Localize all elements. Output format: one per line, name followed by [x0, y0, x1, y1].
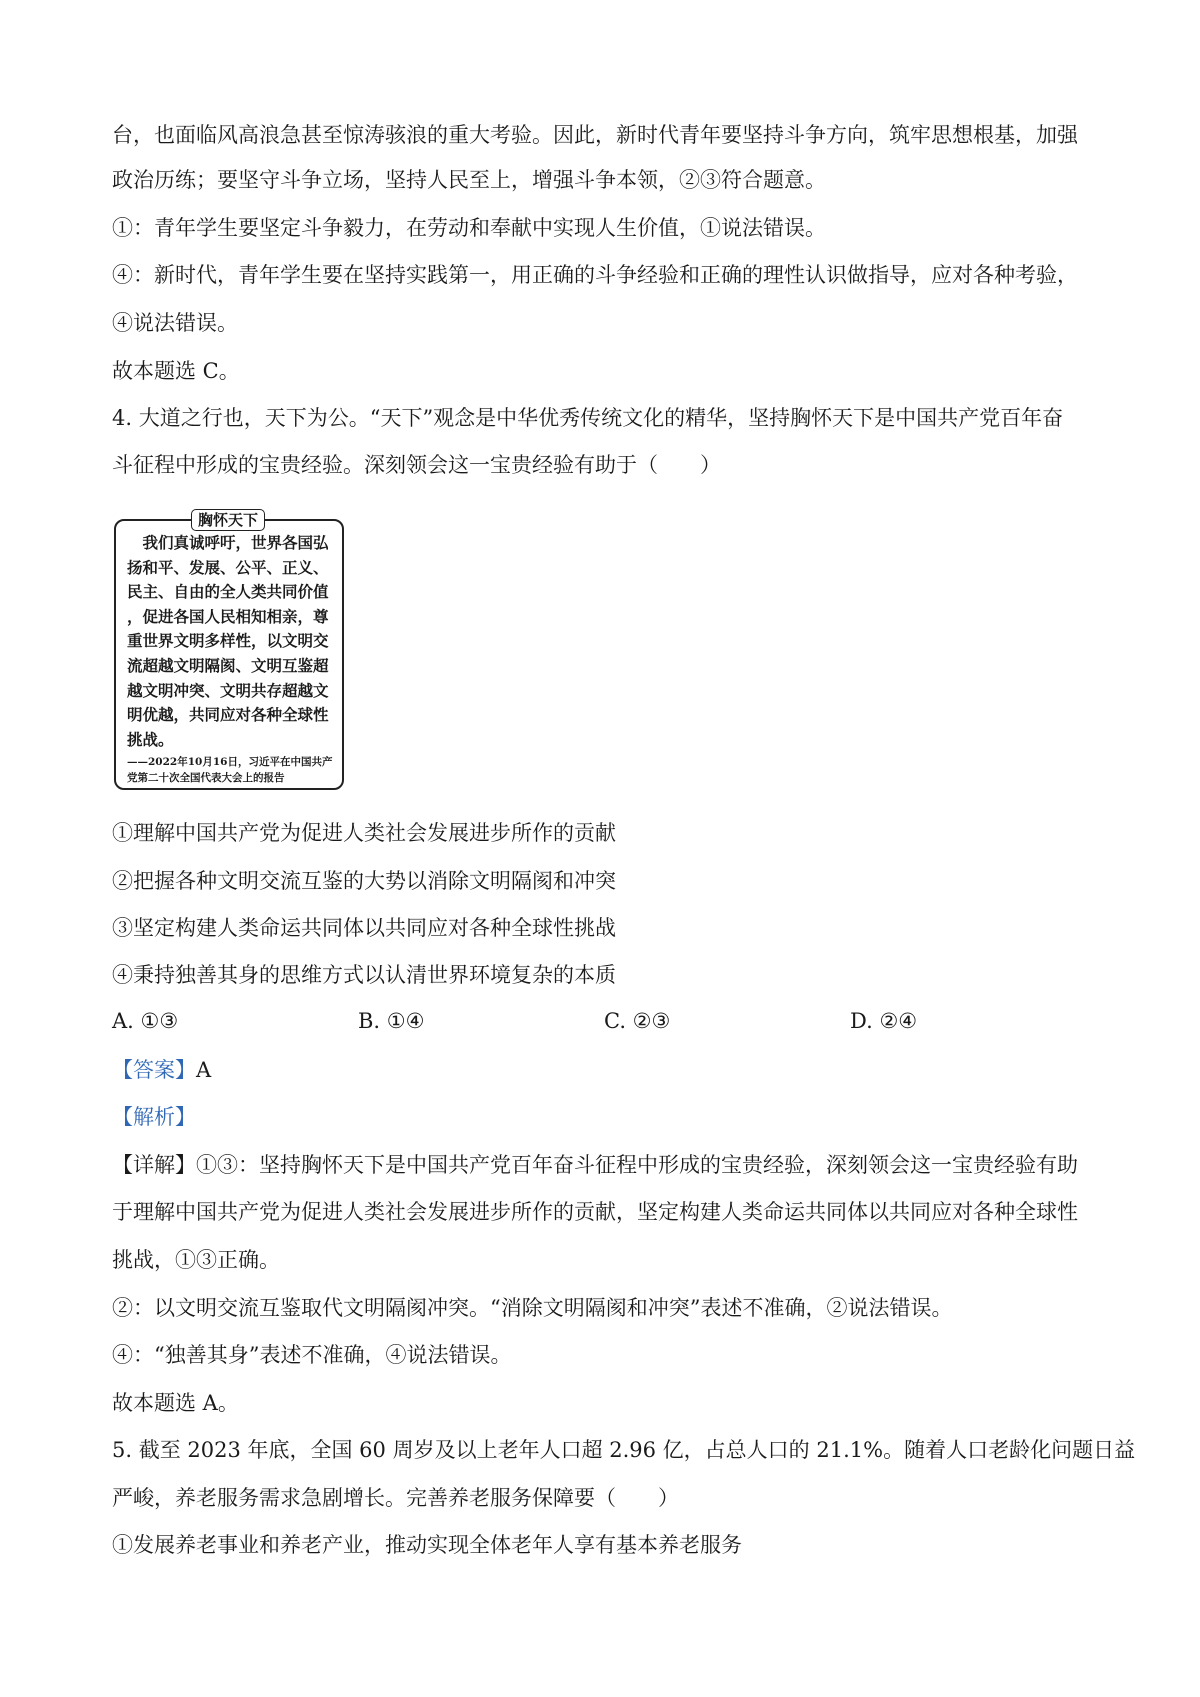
quote-box-title: 胸怀天下	[191, 509, 265, 531]
explain-line	[112, 1150, 1078, 1180]
text-line: 政治历练；要坚守斗争立场，坚持人民至上，增强斗争本领，②③符合题意。	[112, 168, 826, 192]
explain-line: 挑战，①③正确。	[112, 1248, 280, 1272]
quote-line: ，促进各国人民相知相亲，尊	[127, 607, 329, 626]
question-4-stem: 4. 大道之行也，天下为公。“天下”观念是中华优秀传统文化的精华，坚持胸怀天下是中国共产党百年奋	[112, 406, 1064, 430]
text-line: ④说法错误。	[112, 311, 238, 335]
quote-line: 明优越，共同应对各种全球性	[127, 705, 329, 724]
text-line: 台，也面临风高浪急甚至惊涛骇浪的重大考验。因此，新时代青年要坚持斗争方向，筑牢思想根基，加强	[112, 123, 1078, 147]
answer-line	[112, 1055, 211, 1085]
option-c: C. ②③	[604, 1009, 671, 1033]
quote-line: 民主、自由的全人类共同价值	[127, 582, 329, 601]
quote-citation: 党第二十次全国代表大会上的报告	[127, 772, 285, 784]
quote-line: 扬和平、发展、公平、正义、	[127, 558, 329, 577]
text-line: 故本题选 C。	[112, 359, 240, 383]
explain-label: 【详解】	[112, 1153, 196, 1177]
statement-3: ③坚定构建人类命运共同体以共同应对各种全球性挑战	[112, 916, 616, 940]
statement-1: ①理解中国共产党为促进人类社会发展进步所作的贡献	[112, 821, 616, 845]
explain-line: 于理解中国共产党为促进人类社会发展进步所作的贡献，坚定构建人类命运共同体以共同应对各种全球性	[112, 1200, 1078, 1224]
statement-4: ④秉持独善其身的思维方式以认清世界环境复杂的本质	[112, 963, 616, 987]
question-5-stem: 5. 截至 2023 年底，全国 60 周岁及以上老年人口超 2.96 亿，占总人口的 21.1%。随着人口老龄化问题日益	[112, 1438, 1136, 1462]
option-b: B. ①④	[358, 1009, 425, 1033]
option-a: A. ①③	[112, 1009, 179, 1033]
quote-line: 越文明冲突、文明共存超越文	[127, 681, 329, 700]
question-4-stem: 斗征程中形成的宝贵经验。深刻领会这一宝贵经验有助于（ ）	[112, 453, 721, 477]
text-line: ④：新时代，青年学生要在坚持实践第一，用正确的斗争经验和正确的理性认识做指导，应对各种考验，	[112, 263, 1078, 287]
text-line: ①：青年学生要坚定斗争毅力，在劳动和奉献中实现人生价值，①说法错误。	[112, 216, 826, 240]
explain-text: ①③：坚持胸怀天下是中国共产党百年奋斗征程中形成的宝贵经验，深刻领会这一宝贵经验有助	[196, 1153, 1078, 1177]
explain-line: ②：以文明交流互鉴取代文明隔阂冲突。“消除文明隔阂和冲突”表述不准确，②说法错误。	[112, 1296, 953, 1320]
answer-label: 【答案】	[112, 1058, 196, 1082]
explain-line: ④：“独善其身”表述不准确，④说法错误。	[112, 1343, 512, 1367]
explain-line: 故本题选 A。	[112, 1391, 239, 1415]
quote-line: 挑战。	[127, 730, 174, 749]
option-d: D. ②④	[850, 1009, 918, 1033]
analysis-label: 【解析】	[112, 1105, 196, 1129]
quote-line: 我们真诚呼吁，世界各国弘	[127, 533, 329, 552]
quote-box	[114, 511, 344, 790]
statement-2: ②把握各种文明交流互鉴的大势以消除文明隔阂和冲突	[112, 869, 616, 893]
quote-line: 流超越文明隔阂、文明互鉴超	[127, 656, 329, 675]
question-5-stem: 严峻，养老服务需求急剧增长。完善养老服务保障要（ ）	[112, 1486, 679, 1510]
quote-line: 重世界文明多样性，以文明交	[127, 631, 329, 650]
answer-value: A	[196, 1058, 212, 1082]
quote-citation: ——2022年10月16日，习近平在中国共产	[127, 756, 333, 768]
statement-1: ①发展养老事业和养老产业，推动实现全体老年人享有基本养老服务	[112, 1533, 742, 1557]
